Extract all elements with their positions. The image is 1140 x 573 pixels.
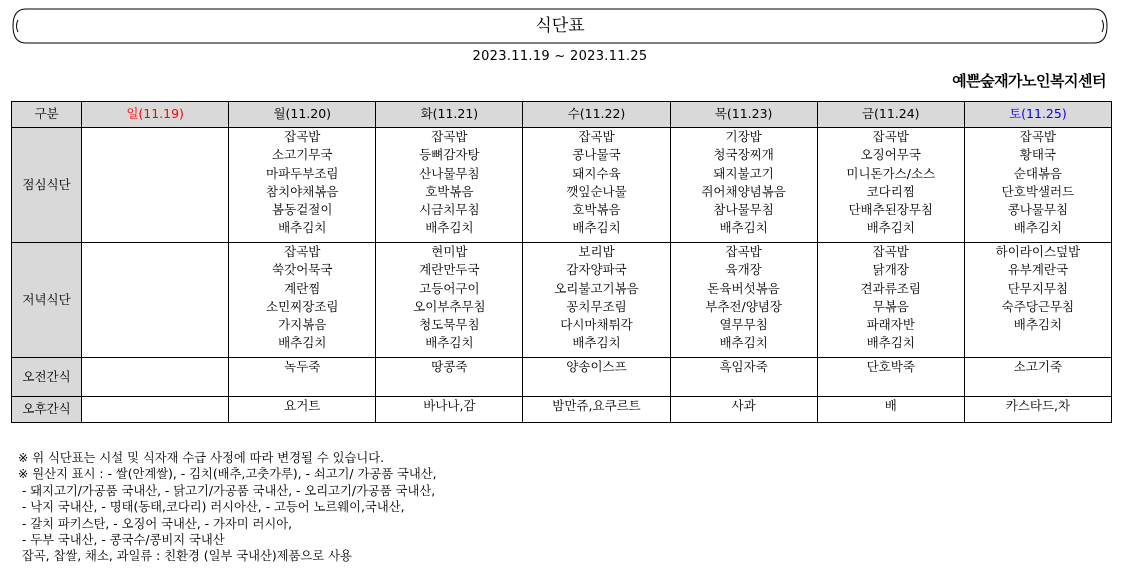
menu-item: 잡곡밥 <box>431 129 468 144</box>
menu-item: 단호박샐러드 <box>1001 183 1075 199</box>
menu-item: 꽁치무조림 <box>566 298 627 314</box>
day-header-mon: 월(11.20) <box>229 102 376 128</box>
menu-item: 배추김치 <box>425 335 474 351</box>
menu-item: 배추김치 <box>572 335 621 351</box>
note-line: - 돼지고기/가공품 국내산, - 닭고기/가공품 국내산, - 오리고기/가공품 국내산, <box>18 483 436 498</box>
menu-item: 단배추된장무침 <box>848 202 934 218</box>
menu-item: 돈육버섯볶음 <box>707 280 780 296</box>
menu-item: 부추전/양념장 <box>705 298 782 314</box>
note-line: ※ 원산지 표시 : - 쌀(안계쌀), - 김치(배추,고춧가루), - 쇠고기/ 가공품 국내산, <box>18 467 437 482</box>
menu-item: 코다리찜 <box>866 183 915 199</box>
menu-cell-thu <box>670 243 817 358</box>
menu-item: 배추김치 <box>866 220 915 236</box>
menu-cell-mon <box>229 243 376 358</box>
menu-item: 현미밥 <box>431 244 468 259</box>
menu-item: 무볶음 <box>872 298 909 314</box>
row-label: 오후간식 <box>12 397 82 423</box>
menu-item: 땅콩죽 <box>431 359 468 374</box>
menu-cell-sun <box>82 397 229 423</box>
menu-item: 단무지무침 <box>1007 280 1069 296</box>
menu-item: 소고기무국 <box>272 147 333 163</box>
menu-item: 단호박죽 <box>866 359 915 374</box>
note-line: - 낙지 국내산, - 명태(동태,코다리) 러시아산, - 고등어 노르웨이,국내산, <box>18 500 405 515</box>
menu-item: 배추김치 <box>866 335 915 351</box>
menu-item: 닭개장 <box>872 262 909 278</box>
menu-cell-tue <box>376 243 523 358</box>
menu-item: 쑥갓어묵국 <box>272 262 333 278</box>
row-label: 저녁식단 <box>12 243 82 358</box>
menu-item: 유부계란국 <box>1007 262 1069 278</box>
title-frame <box>12 8 1108 44</box>
menu-item: 배추김치 <box>278 335 327 351</box>
menu-item: 육개장 <box>725 262 762 278</box>
menu-item: 콩나물국 <box>572 147 621 163</box>
menu-item: 호박볶음 <box>572 202 621 218</box>
menu-item: 하이라이스덮밥 <box>995 244 1081 259</box>
menu-cell-tue <box>376 397 523 423</box>
menu-item: 오징어무국 <box>860 147 921 163</box>
menu-item: 계란만두국 <box>419 262 480 278</box>
menu-cell-thu <box>670 397 817 423</box>
day-header-sun: 일(11.19) <box>82 102 229 128</box>
menu-item: 카스타드,차 <box>1005 398 1071 413</box>
menu-body <box>12 128 1112 423</box>
menu-cell-tue <box>376 358 523 397</box>
menu-cell-sun <box>82 358 229 397</box>
menu-item: 감자양파국 <box>566 262 627 278</box>
menu-cell-sun <box>82 243 229 358</box>
menu-item: 배추김치 <box>1013 317 1063 333</box>
note-line: - 갈치 파키스탄, - 오징어 국내산, - 가자미 러시아, <box>18 516 293 531</box>
menu-item: 잡곡밥 <box>578 129 615 144</box>
menu-cell-thu <box>670 128 817 243</box>
menu-item: 잡곡밥 <box>284 244 321 259</box>
row-label: 점심식단 <box>12 128 82 243</box>
menu-cell-sat <box>964 358 1111 397</box>
menu-item: 소민찌장조림 <box>266 298 339 314</box>
menu-cell-fri <box>817 243 964 358</box>
menu-item: 호박볶음 <box>425 183 474 199</box>
menu-cell-sun <box>82 128 229 243</box>
menu-item: 요거트 <box>284 398 321 413</box>
menu-cell-fri <box>817 128 964 243</box>
menu-item: 다시마채튀각 <box>560 317 633 333</box>
menu-item: 계란찜 <box>284 280 321 296</box>
menu-item: 봄동겉절이 <box>272 202 333 218</box>
note-line: ※ 위 식단표는 시설 및 식자재 수급 사정에 따라 변경될 수 있습니다. <box>18 451 385 465</box>
menu-item: 쥐어채양념볶음 <box>701 183 786 199</box>
menu-cell-sat <box>964 243 1111 358</box>
menu-item: 사과 <box>731 398 756 413</box>
menu-item: 잡곡밥 <box>1019 129 1057 144</box>
menu-item: 미니돈가스/소스 <box>846 165 936 181</box>
menu-cell-mon <box>229 128 376 243</box>
menu-item: 콩나물무침 <box>1007 202 1069 218</box>
menu-item: 잡곡밥 <box>725 244 762 259</box>
menu-item: 녹두죽 <box>284 359 321 374</box>
menu-item: 잡곡밥 <box>284 129 321 144</box>
menu-item: 숙주당근무침 <box>1001 298 1075 314</box>
menu-item: 열무무침 <box>719 317 768 333</box>
menu-item: 배추김치 <box>719 220 768 236</box>
menu-cell-tue <box>376 128 523 243</box>
menu-item: 기장밥 <box>725 129 762 144</box>
afternoon-snack-row <box>12 397 1112 423</box>
menu-item: 배추김치 <box>1013 220 1063 236</box>
menu-item: 시금치무침 <box>419 202 480 218</box>
day-header-thu: 목(11.23) <box>670 102 817 128</box>
menu-cell-mon <box>229 397 376 423</box>
menu-item: 견과류조림 <box>860 280 921 296</box>
menu-item: 바나나,감 <box>423 398 476 413</box>
menu-item: 파래자반 <box>866 317 915 333</box>
menu-item: 소고기죽 <box>1013 359 1063 374</box>
menu-item: 밤만쥬,요쿠르트 <box>552 398 641 413</box>
menu-item: 등뼈감자탕 <box>419 147 480 163</box>
dinner-row <box>12 243 1112 358</box>
menu-item: 참나물무침 <box>713 202 774 218</box>
menu-item: 흑임자죽 <box>719 359 768 374</box>
menu-cell-wed <box>523 243 670 358</box>
center-name: 예쁜숲재가노인복지센터 <box>952 72 1106 90</box>
menu-item: 배추김치 <box>278 220 327 236</box>
menu-cell-thu <box>670 358 817 397</box>
menu-item: 고등어구이 <box>419 280 480 296</box>
day-header-tue: 화(11.21) <box>376 102 523 128</box>
table-header-row <box>12 102 1112 128</box>
menu-item: 보리밥 <box>578 244 615 259</box>
menu-item: 순대볶음 <box>1013 165 1063 181</box>
menu-item: 배추김치 <box>425 220 474 236</box>
menu-item: 배 <box>884 398 897 413</box>
menu-item: 황태국 <box>1019 147 1057 163</box>
menu-item: 잡곡밥 <box>872 129 909 144</box>
menu-item: 참치야채볶음 <box>266 183 339 199</box>
menu-period: 2023.11.19 ~ 2023.11.25 <box>472 49 648 64</box>
menu-table <box>11 101 1112 423</box>
menu-item: 마파두부조림 <box>266 165 339 181</box>
menu-item: 청도묵무침 <box>419 317 480 333</box>
menu-item: 오리불고기볶음 <box>554 280 639 296</box>
row-label: 오전간식 <box>12 358 82 397</box>
note-line: - 두부 국내산, - 콩국수/콩비지 국내산 <box>18 533 225 548</box>
day-header-wed: 수(11.22) <box>523 102 670 128</box>
notes <box>18 450 437 565</box>
menu-cell-mon <box>229 358 376 397</box>
menu-cell-sat <box>964 397 1111 423</box>
menu-item: 오이부추무침 <box>413 298 486 314</box>
page-title: 식단표 <box>535 16 585 36</box>
menu-item: 배추김치 <box>719 335 768 351</box>
menu-item: 양송이스프 <box>566 359 627 374</box>
menu-item: 가지볶음 <box>278 317 327 333</box>
day-header-sat: 토(11.25) <box>964 102 1111 128</box>
day-header-fri: 금(11.24) <box>817 102 964 128</box>
menu-item: 청국장찌개 <box>713 147 774 163</box>
menu-cell-sat <box>964 128 1111 243</box>
menu-cell-wed <box>523 358 670 397</box>
menu-cell-wed <box>523 128 670 243</box>
menu-item: 돼지불고기 <box>713 165 774 181</box>
menu-item: 잡곡밥 <box>872 244 909 259</box>
menu-item: 돼지수육 <box>572 165 621 181</box>
menu-item: 깻잎순나물 <box>566 183 627 199</box>
note-line: 잡곡, 찹쌀, 채소, 과일류 : 친환경 (일부 국내산)제품으로 사용 <box>18 549 352 564</box>
menu-cell-fri <box>817 358 964 397</box>
menu-cell-wed <box>523 397 670 423</box>
menu-item: 배추김치 <box>572 220 621 236</box>
corner-header: 구분 <box>12 102 82 128</box>
menu-cell-fri <box>817 397 964 423</box>
menu-item: 산나물무침 <box>419 165 480 181</box>
morning-snack-row <box>12 358 1112 397</box>
lunch-row <box>12 128 1112 243</box>
